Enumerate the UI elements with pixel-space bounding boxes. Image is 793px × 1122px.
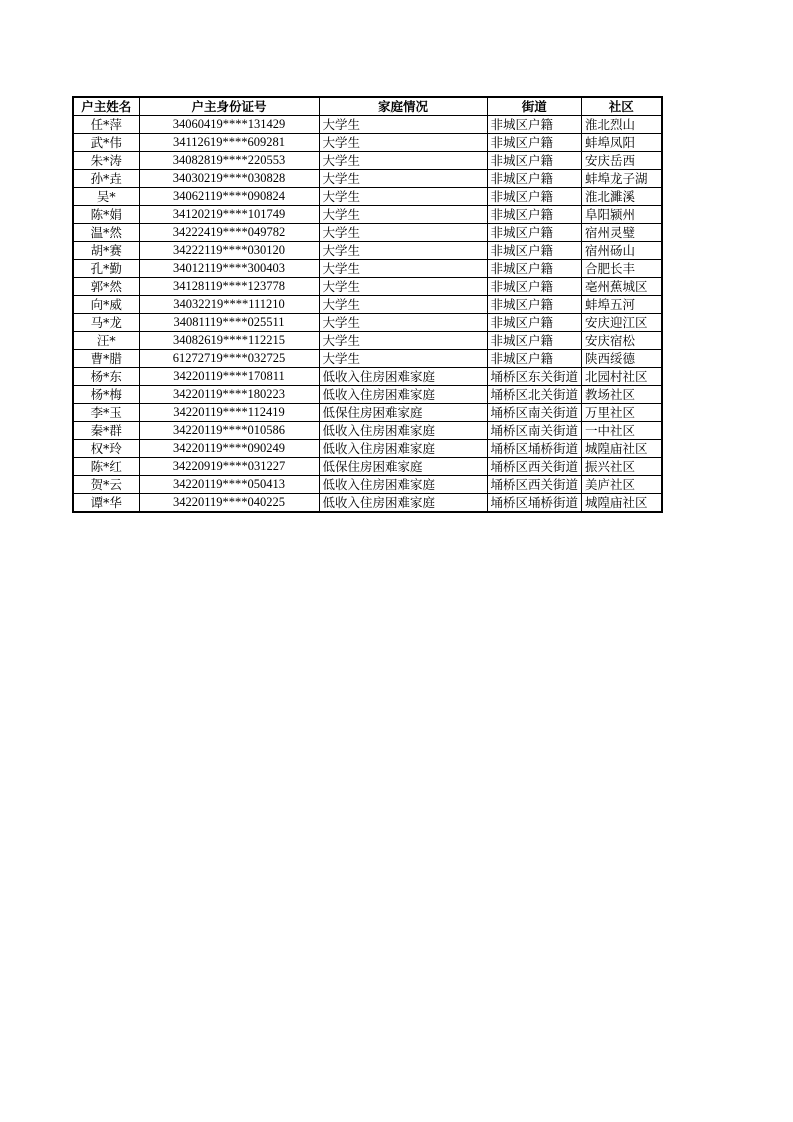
housing-list-table [72,96,663,513]
cell-name: 吴* [73,188,139,206]
header-householder-name: 户主姓名 [73,97,139,116]
cell-id-number: 34112619****609281 [139,134,319,152]
cell-id-number: 34220119****090249 [139,440,319,458]
cell-community: 北园村社区 [582,368,662,386]
cell-family-situation: 大学生 [319,242,487,260]
table-row [73,332,662,350]
cell-name: 陈*娟 [73,206,139,224]
cell-name: 温*然 [73,224,139,242]
cell-family-situation: 大学生 [319,296,487,314]
table-row [73,170,662,188]
cell-community: 宿州灵璧 [582,224,662,242]
cell-id-number: 34082619****112215 [139,332,319,350]
cell-street: 非城区户籍 [487,188,582,206]
cell-community: 陕西绥德 [582,350,662,368]
cell-street: 非城区户籍 [487,116,582,134]
cell-family-situation: 低收入住房困难家庭 [319,494,487,513]
cell-community: 安庆岳西 [582,152,662,170]
cell-family-situation: 低收入住房困难家庭 [319,440,487,458]
cell-street: 埇桥区南关街道 [487,422,582,440]
cell-street: 非城区户籍 [487,278,582,296]
cell-community: 蚌埠五河 [582,296,662,314]
cell-name: 谭*华 [73,494,139,513]
cell-community: 蚌埠龙子湖 [582,170,662,188]
cell-id-number: 34082819****220553 [139,152,319,170]
cell-id-number: 34030219****030828 [139,170,319,188]
cell-community: 宿州砀山 [582,242,662,260]
table-row [73,440,662,458]
cell-name: 武*伟 [73,134,139,152]
cell-name: 任*萍 [73,116,139,134]
cell-street: 埇桥区埇桥街道 [487,440,582,458]
table-row [73,314,662,332]
cell-name: 陈*红 [73,458,139,476]
cell-street: 非城区户籍 [487,314,582,332]
cell-family-situation: 大学生 [319,278,487,296]
cell-street: 非城区户籍 [487,332,582,350]
table-row [73,116,662,134]
cell-id-number: 34220119****112419 [139,404,319,422]
cell-street: 非城区户籍 [487,152,582,170]
cell-street: 非城区户籍 [487,260,582,278]
cell-name: 曹*腊 [73,350,139,368]
cell-community: 亳州蕉城区 [582,278,662,296]
cell-name: 贺*云 [73,476,139,494]
header-street: 街道 [487,97,582,116]
cell-family-situation: 大学生 [319,260,487,278]
cell-id-number: 34222119****030120 [139,242,319,260]
cell-id-number: 34062119****090824 [139,188,319,206]
cell-street: 埇桥区西关街道 [487,476,582,494]
header-family-situation: 家庭情况 [319,97,487,116]
table-row [73,368,662,386]
cell-id-number: 34032219****111210 [139,296,319,314]
header-id-number: 户主身份证号 [139,97,319,116]
cell-family-situation: 低收入住房困难家庭 [319,476,487,494]
cell-family-situation: 大学生 [319,134,487,152]
cell-name: 胡*赛 [73,242,139,260]
cell-name: 孔*勤 [73,260,139,278]
cell-family-situation: 大学生 [319,224,487,242]
cell-id-number: 61272719****032725 [139,350,319,368]
cell-community: 万里社区 [582,404,662,422]
cell-id-number: 34060419****131429 [139,116,319,134]
cell-street: 非城区户籍 [487,296,582,314]
table-row [73,278,662,296]
cell-family-situation: 大学生 [319,332,487,350]
cell-community: 合肥长丰 [582,260,662,278]
table-row [73,260,662,278]
header-row [73,97,662,116]
table-row [73,350,662,368]
cell-community: 振兴社区 [582,458,662,476]
cell-community: 淮北烈山 [582,116,662,134]
cell-name: 向*威 [73,296,139,314]
cell-id-number: 34220119****040225 [139,494,319,513]
cell-id-number: 34220119****010586 [139,422,319,440]
cell-community: 城隍庙社区 [582,440,662,458]
cell-street: 非城区户籍 [487,170,582,188]
table-row [73,242,662,260]
cell-family-situation: 大学生 [319,170,487,188]
cell-community: 阜阳颍州 [582,206,662,224]
cell-name: 李*玉 [73,404,139,422]
header-community: 社区 [582,97,662,116]
table-row [73,188,662,206]
cell-community: 安庆宿松 [582,332,662,350]
cell-family-situation: 低保住房困难家庭 [319,458,487,476]
cell-street: 埇桥区东关街道 [487,368,582,386]
table-row [73,206,662,224]
cell-community: 安庆迎江区 [582,314,662,332]
cell-name: 郭*然 [73,278,139,296]
table-row [73,134,662,152]
cell-community: 蚌埠凤阳 [582,134,662,152]
cell-family-situation: 大学生 [319,116,487,134]
table-row [73,422,662,440]
cell-street: 非城区户籍 [487,224,582,242]
cell-family-situation: 大学生 [319,206,487,224]
table-row [73,494,662,513]
cell-id-number: 34120219****101749 [139,206,319,224]
cell-community: 美庐社区 [582,476,662,494]
cell-family-situation: 大学生 [319,152,487,170]
cell-name: 孙*垚 [73,170,139,188]
cell-name: 杨*东 [73,368,139,386]
cell-community: 一中社区 [582,422,662,440]
table-row [73,224,662,242]
cell-family-situation: 低收入住房困难家庭 [319,422,487,440]
cell-community: 城隍庙社区 [582,494,662,513]
cell-name: 杨*梅 [73,386,139,404]
cell-family-situation: 大学生 [319,350,487,368]
table-row [73,476,662,494]
table-body [73,116,662,513]
cell-name: 汪* [73,332,139,350]
cell-family-situation: 低保住房困难家庭 [319,404,487,422]
cell-community: 教场社区 [582,386,662,404]
cell-family-situation: 大学生 [319,314,487,332]
cell-id-number: 34222419****049782 [139,224,319,242]
cell-family-situation: 低收入住房困难家庭 [319,368,487,386]
cell-id-number: 34128119****123778 [139,278,319,296]
cell-community: 淮北濉溪 [582,188,662,206]
cell-street: 非城区户籍 [487,242,582,260]
cell-id-number: 34081119****025511 [139,314,319,332]
cell-id-number: 34012119****300403 [139,260,319,278]
cell-id-number: 34220119****170811 [139,368,319,386]
cell-id-number: 34220119****050413 [139,476,319,494]
cell-street: 非城区户籍 [487,206,582,224]
cell-family-situation: 低收入住房困难家庭 [319,386,487,404]
cell-id-number: 34220119****180223 [139,386,319,404]
cell-name: 朱*涛 [73,152,139,170]
cell-street: 埇桥区北关街道 [487,386,582,404]
table-row [73,386,662,404]
table-row [73,296,662,314]
cell-family-situation: 大学生 [319,188,487,206]
cell-id-number: 34220919****031227 [139,458,319,476]
table-row [73,458,662,476]
cell-name: 马*龙 [73,314,139,332]
cell-street: 非城区户籍 [487,350,582,368]
cell-name: 权*玲 [73,440,139,458]
cell-street: 埇桥区埇桥街道 [487,494,582,513]
cell-name: 秦*群 [73,422,139,440]
cell-street: 埇桥区南关街道 [487,404,582,422]
cell-street: 埇桥区西关街道 [487,458,582,476]
cell-street: 非城区户籍 [487,134,582,152]
table-row [73,404,662,422]
table-row [73,152,662,170]
